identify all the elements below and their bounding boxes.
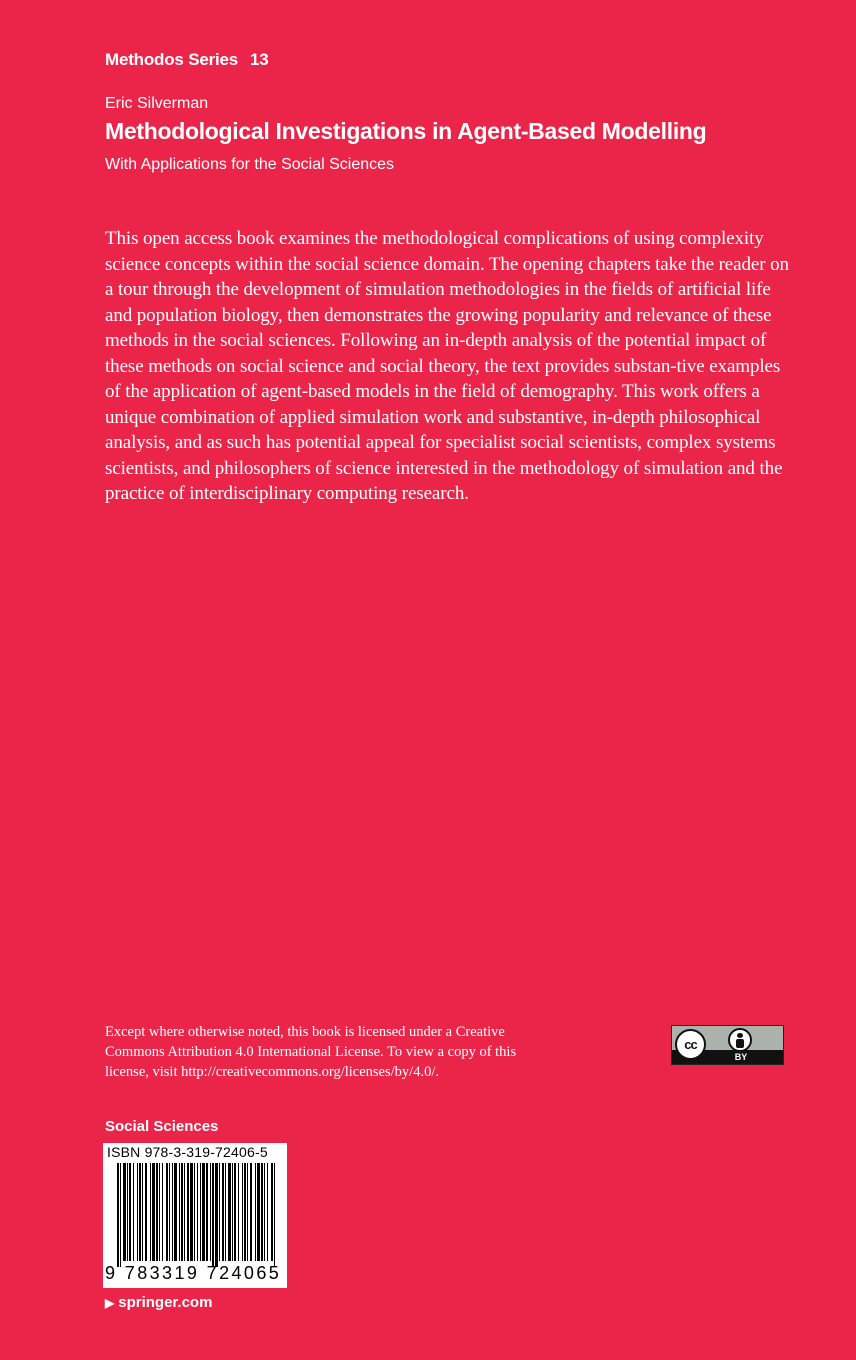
isbn-barcode — [103, 1143, 287, 1288]
barcode-bar — [274, 1163, 275, 1267]
barcode-bar — [117, 1163, 119, 1267]
barcode-bar — [172, 1163, 173, 1261]
barcode-bar — [267, 1163, 268, 1261]
cc-by-license-badge — [671, 1025, 784, 1065]
series-name: Methodos Series — [105, 50, 239, 69]
barcode-bar — [174, 1163, 177, 1261]
barcode-bar — [152, 1163, 155, 1261]
barcode-bar — [169, 1163, 170, 1261]
book-subtitle: With Applications for the Social Sciences — [105, 156, 395, 173]
barcode-bar — [212, 1163, 214, 1267]
subject-category: Social Sciences — [105, 1118, 219, 1135]
barcode-bar — [181, 1163, 183, 1261]
barcode-bar — [156, 1163, 158, 1261]
barcode-bar — [206, 1163, 208, 1261]
barcode-bar — [219, 1163, 220, 1261]
barcode-bar — [123, 1163, 126, 1261]
barcode-bar — [238, 1163, 239, 1261]
attribution-person-icon — [728, 1028, 752, 1052]
barcode-bar — [162, 1163, 163, 1261]
play-arrow-icon: ▶ — [105, 1296, 115, 1310]
barcode-bar — [255, 1163, 256, 1261]
barcode-bar — [210, 1163, 211, 1261]
barcode-bar — [242, 1163, 243, 1261]
barcode-bar — [129, 1163, 131, 1261]
barcode-bar — [150, 1163, 151, 1261]
barcode-bar — [247, 1163, 248, 1261]
isbn-text: ISBN 978-3-319-72406-5 — [107, 1144, 268, 1160]
barcode-bar — [187, 1163, 189, 1261]
publisher-link-label: springer.com — [118, 1294, 213, 1311]
barcode-bar — [142, 1163, 143, 1261]
license-notice: Except where otherwise noted, this book is licensed under a Creative Commons Attribution 4.0 International License. To view a copy of this license, visit http://creativecommons.org/licenses/by/4.0/. — [105, 1024, 517, 1080]
barcode-bar — [127, 1163, 128, 1261]
barcode-bar — [222, 1163, 224, 1261]
barcode-digits: 9 783319 724065 — [105, 1263, 282, 1283]
barcode-bar — [179, 1163, 180, 1261]
barcode-bar — [257, 1163, 260, 1261]
barcode-bar — [232, 1163, 233, 1261]
barcode-bar — [264, 1163, 265, 1261]
series-number: 13 — [250, 50, 269, 69]
author-name: Eric Silverman — [105, 95, 209, 112]
barcode-bar — [200, 1163, 201, 1261]
barcode-bar — [190, 1163, 193, 1261]
barcode-bar — [145, 1163, 147, 1261]
barcode-bar — [234, 1163, 236, 1261]
barcode-bar — [225, 1163, 226, 1261]
barcode-bar — [250, 1163, 252, 1261]
publisher-link[interactable] — [105, 1294, 212, 1311]
barcode-bar — [194, 1163, 195, 1261]
cc-icon-label: cc — [684, 1037, 697, 1052]
barcode-bar — [244, 1163, 246, 1261]
barcode-bar — [184, 1163, 185, 1261]
barcode-bar — [197, 1163, 198, 1261]
barcode-bar — [137, 1163, 138, 1261]
barcode-bar — [202, 1163, 205, 1261]
cc-icon — [675, 1029, 706, 1060]
book-title: Methodological Investigations in Agent-Based Modelling — [105, 118, 707, 144]
book-description: This open access book examines the methodological complications of using complexity science concepts within the social science domain. The opening chapters take the reader on a tour through the development of simulation methodologies in the fields of artificial life and population biology, then demonstrates the growing popularity and relevance of these methods in the social sciences. Following an in-depth analysis of the potential impact of these methods on social science and social theory, the text provides substan-tive examples of the application of agent-based models in the field of demography. This work offers a unique combination of applied simulation work and substantive, in-depth philosophical analysis, and as such has potential appeal for specialist social scientists, complex systems scientists, and philosophers of science interested in the methodology of simulation and the practice of interdisciplinary computing research. — [105, 228, 789, 504]
barcode-bar — [228, 1163, 231, 1261]
barcode-bar — [166, 1163, 168, 1261]
barcode-bar — [261, 1163, 263, 1261]
barcode-bar — [271, 1163, 273, 1261]
by-label: BY — [734, 1052, 748, 1062]
barcode-bar — [133, 1163, 134, 1261]
barcode-bar — [159, 1163, 160, 1261]
barcode-bar — [120, 1163, 121, 1267]
barcode-bar — [215, 1163, 218, 1267]
barcode-bar — [139, 1163, 141, 1261]
series-line — [105, 50, 269, 70]
